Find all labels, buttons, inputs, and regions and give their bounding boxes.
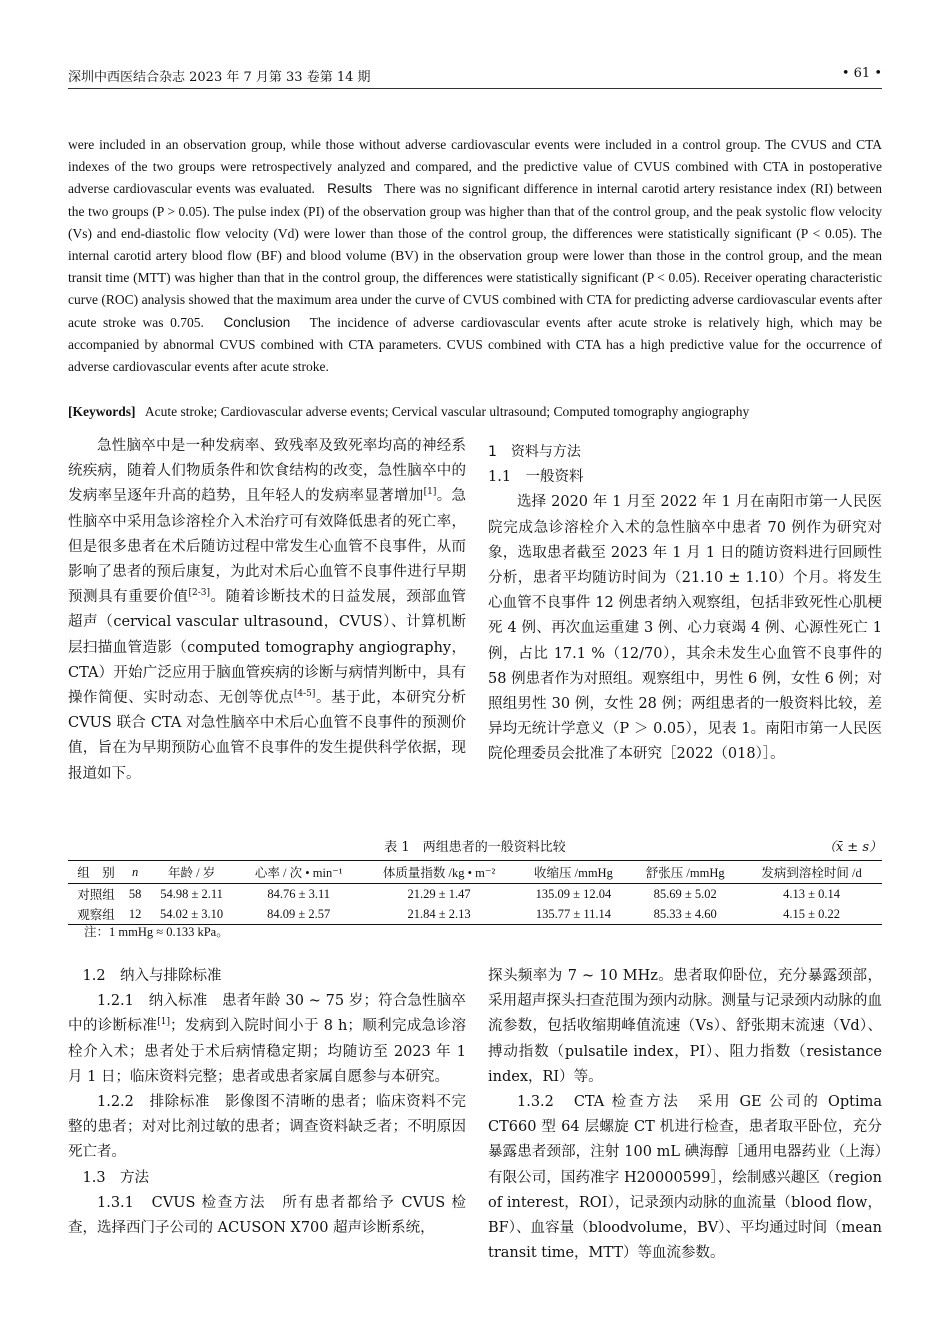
section-1-1-heading: 1.1 一般资料 bbox=[488, 469, 584, 486]
keywords-line bbox=[68, 401, 882, 423]
abstract-results-text: There was no significant difference in internal carotid artery resistance index (RI) between the two groups (P > 0.05). The pulse index (PI) of the observation group was higher than that of the control group, and the peak systolic flow velocity (Vs) and end-diastolic flow velocity (Vd) were lower than those of the control group, the differences were statistically significant (P < 0.05). The internal carotid artery blood flow (BF) and blood volume (BV) in the observation group were lower than those in the control group, and the mean transit time (MTT) was higher than that in the control group, the differences were statistically significant (P < 0.05). Receiver operating characteristic curve (ROC) analysis showed that the maximum area under the curve of CVUS combined with CTA for predicting adverse cardiovascular events after acute stroke was 0.705. bbox=[68, 181, 883, 330]
keywords-label: [Keywords] bbox=[68, 404, 136, 419]
col-n: n bbox=[124, 861, 146, 884]
general-data-paragraph: 选择 2020 年 1 月至 2022 年 1 月在南阳市第一人民医院完成急诊溶栓介入术的急性脑卒中患者 70 例作为研究对象，选取患者截至 2023 年 1 月 1 日的随访资料进行回顾性分析，患者平均随访时间为（21.10 ± 1.10）个月。将发生心血管不良事件 12 例患者纳入观察组，包括非致死性心肌梗死 4 例、再次血运重建 3 例、心力衰竭 4 例、心源性死亡 1 例，占比 17.1 %（12/70），其余未发生心血管不良事件的 58 例患者作为对照组。观察组中，男性 6 例，女性 6 例；对照组男性 30 例，女性 28 例；两组患者的一般资料比较，差异均无统计学意义（P ＞ 0.05），见表 1。南阳市第一人民医院伦理委员会批准了本研究［2022（018）］。 bbox=[488, 494, 882, 763]
col-age: 年龄 / 岁 bbox=[146, 861, 237, 884]
results-label: Results bbox=[327, 181, 373, 197]
table-1-note: 注：1 mmHg ≈ 0.133 kPa。 bbox=[84, 925, 229, 939]
page-number: • 61 • bbox=[841, 66, 882, 81]
col-systolic: 收缩压 /mmHg bbox=[518, 861, 630, 884]
table-row: 观察组 12 54.02 ± 3.10 84.09 ± 2.57 21.84 ± 2.13 135.77 ± 11.14 85.33 ± 4.60 4.15 ± 0.22 bbox=[68, 904, 882, 925]
abstract-methods-text: were included in an observation group, while those without adverse cardiovascular events were included in a control group. The CVUS and CTA indexes of the two groups were retrospectively analyzed and compared, and the predictive value of CVUS combined with CTA in postoperative adverse cardiovascular events was evaluated. bbox=[68, 137, 882, 197]
cvus-method: 1.3.1 CVUS 检查方法 所有患者都给予 CVUS 检查，选择西门子公司的 ACUSON X700 超声诊断系统， bbox=[68, 1194, 466, 1237]
col-diastolic: 舒张压 /mmHg bbox=[629, 861, 741, 884]
ref-2-3: [2-3] bbox=[188, 588, 210, 599]
section-1-heading: 1 资料与方法 bbox=[488, 444, 581, 460]
methods-column-left bbox=[68, 964, 466, 1241]
abstract-conclusion-text: The incidence of adverse cardiovascular events after acute stroke is relatively high, which may be accompanied by abnormal CVUS combined with CTA parameters. CVUS combined with CTA has a high predictive value for the occurrence of adverse cardiovascular events after acute stroke. bbox=[68, 314, 883, 375]
col-bmi: 体质量指数 /kg • m⁻² bbox=[361, 861, 518, 884]
section-1-3-heading: 1.3 方法 bbox=[82, 1169, 150, 1186]
section-1-2-heading: 1.2 纳入与排除标准 bbox=[82, 968, 222, 984]
intro-column bbox=[68, 434, 466, 787]
col-group: 组 别 bbox=[68, 861, 124, 884]
header-divider bbox=[68, 88, 882, 89]
methods-column-right bbox=[488, 964, 882, 1266]
table-header-row bbox=[68, 861, 882, 884]
table-1-unit: （x̄ ± s） bbox=[822, 840, 882, 855]
exclusion-criteria: 1.2.2 排除标准 影像图不清晰的患者；临床资料不完整的患者；对对比剂过敏的患者；调查资料缺乏者；不明原因死亡者。 bbox=[68, 1094, 466, 1161]
col-onset-time: 发病到溶栓时间 /d bbox=[741, 861, 882, 884]
cta-method: 1.3.2 CTA 检查方法 采用 GE 公司的 Optima CT660 型 64 层螺旋 CT 机进行检查，患者取平卧位，充分暴露患者颈部，注射 100 mL 碘海醇［通用电器药业（上海）有限公司，国药准字 H20000599］，绘制感兴趣区（region of interest，ROI），记录颈内动脉的血流量（blood flow，BF）、血容量（bloodvolume，BV）、平均通过时间（mean transit time，MTT）等血流参数。 bbox=[488, 1094, 882, 1262]
english-abstract bbox=[68, 134, 882, 378]
ref-1: [1] bbox=[157, 1017, 171, 1028]
inclusion-criteria: 1.2.1 纳入标准 患者年龄 30 ~ 75 岁；符合急性脑卒中的诊断标准[1]；发病到入院时间小于 8 h；顺利完成急诊溶栓介入术；患者处于术后病情稳定期；均随访至 2023 年 1 月 1 日；临床资料完整；患者或患者家属自愿参与本研究。 bbox=[68, 993, 467, 1085]
col-heart-rate: 心率 / 次 • min⁻¹ bbox=[237, 861, 361, 884]
cvus-method-continued: 探头频率为 7 ~ 10 MHz。患者取仰卧位，充分暴露颈部，采用超声探头扫查范围为颈内动脉。测量与记录颈内动脉的血流参数，包括收缩期峰值流速（Vs）、舒张期末流速（Vd）、搏动指数（pulsatile index，PI）、阻力指数（resistance index，RI）等。 bbox=[488, 968, 882, 1085]
keywords-text: Acute stroke; Cardiovascular adverse events; Cervical vascular ultrasound; Computed tomography angiography bbox=[144, 404, 750, 419]
table-row: 对照组 58 54.98 ± 2.11 84.76 ± 3.11 21.29 ± 1.47 135.09 ± 12.04 85.69 ± 5.02 4.13 ± 0.14 bbox=[77, 886, 840, 902]
intro-paragraph: 急性脑卒中是一种发病率、致残率及致死率均高的神经系统疾病，随着人们物质条件和饮食结构的改变，急性脑卒中的发病率呈逐年升高的趋势，且年轻人的发病率显著增加[1]。急性脑卒中采用急诊溶栓介入术治疗可有效降低患者的死亡率，但是很多患者在术后随访过程中常发生心血管不良事件，从而影响了患者的预后康复，为此对术后心血管不良事件进行早期预测具有重要价值[2-3]。随着诊断技术的日益发展，颈部血管超声（cervical vascular ultrasound，CVUS）、计算机断层扫描血管造影（computed tomography angiography，CTA）开始广泛应用于脑血管疾病的诊断与病情判断中，具有操作简便、实时动态、无创等优点[4-5]。基于此，本研究分析 CVUS 联合 CTA 对急性脑卒中术后心血管不良事件的预测价值，旨在为早期预防心血管不良事件的发生提供科学依据，现报道如下。 bbox=[68, 438, 467, 782]
methods-column-top bbox=[488, 440, 882, 768]
table-1 bbox=[68, 860, 882, 925]
ref-4-5: [4-5] bbox=[293, 689, 316, 700]
ref-1: [1] bbox=[423, 487, 437, 498]
conclusion-label: Conclusion bbox=[223, 314, 291, 330]
journal-title: 深圳中西医结合杂志 2023 年 7 月第 33 卷第 14 期 bbox=[68, 70, 371, 85]
table-1-caption: 表 1 两组患者的一般资料比较 bbox=[384, 840, 566, 855]
